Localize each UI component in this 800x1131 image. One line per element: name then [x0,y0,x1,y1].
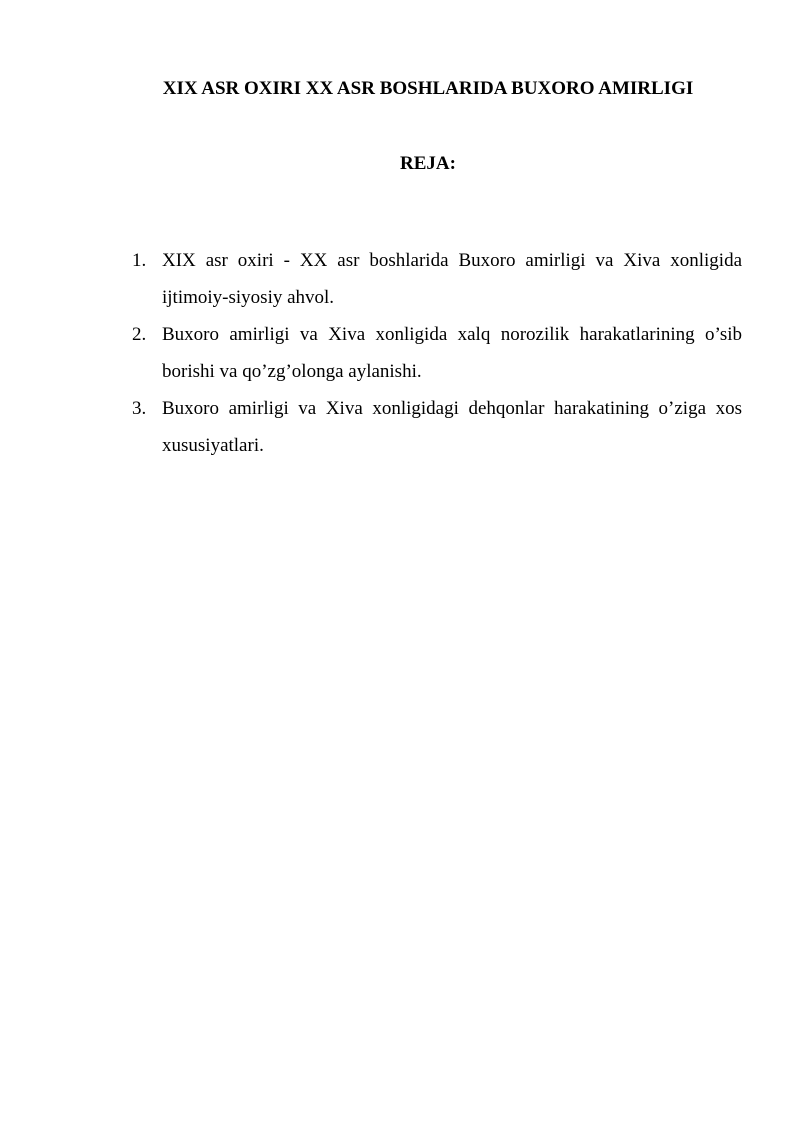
plan-heading: REJA: [400,153,456,174]
plan-item-2 [130,316,742,390]
plan-item-number: 3. [132,398,147,419]
plan-item-text: XIX asr oxiri - XX asr boshlarida Buxoro amirligi va Xiva xonligida ijtimoiy-siyosiy ahvol. [162,250,742,308]
plan-item-number: 2. [132,324,147,345]
plan-item-number: 1. [132,250,147,271]
plan-item-3 [130,390,742,464]
plan-item-1 [130,242,742,316]
plan-item-text: Buxoro amirligi va Xiva xonligidagi dehqonlar harakatining o’ziga xos xususiyatlari. [162,398,742,456]
document-title: XIX ASR OXIRI XX ASR BOSHLARIDA BUXORO AMIRLIGI [162,78,694,99]
plan-item-text: Buxoro amirligi va Xiva xonligida xalq norozilik harakatlarining o’sib borishi va qo’zg’olonga aylanishi. [162,324,742,382]
plan-list [130,242,742,464]
